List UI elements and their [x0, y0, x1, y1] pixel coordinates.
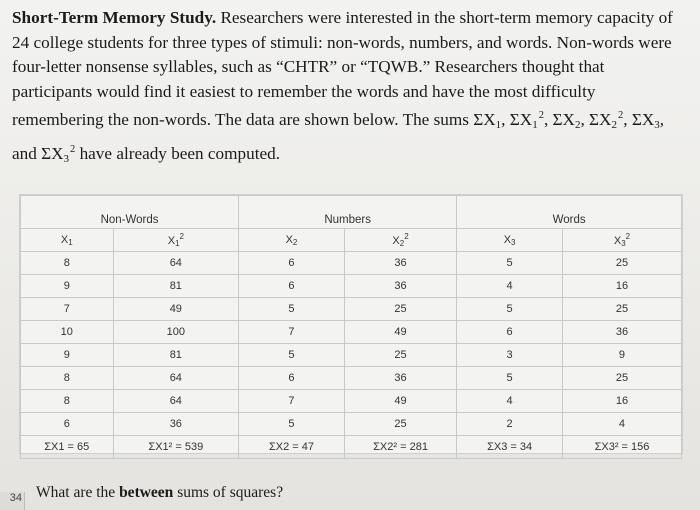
cell-x2-squared: 36	[344, 275, 456, 298]
cell-x3: 6	[457, 321, 563, 344]
table-row	[21, 413, 682, 436]
cell-x3-squared: 36	[562, 321, 681, 344]
col-header-x1-squared: $X1^2$	[113, 229, 239, 252]
cell-x2: 5	[239, 344, 345, 367]
question-text	[36, 484, 283, 502]
data-rows	[21, 252, 682, 436]
group-header-words: Words	[457, 196, 682, 229]
cell-x1: 8	[21, 367, 114, 390]
sum-notation: $\Sigma X_1$, $\Sigma X_1^2$, $\Sigma X_2$, $\Sigma X_2^2$, $\Sigma X_3$, and $\Sigma X_3^2$	[12, 110, 665, 165]
group-header-numbers: Numbers	[239, 196, 457, 229]
cell-x1-squared: 64	[113, 390, 239, 413]
cell-x3: 5	[457, 298, 563, 321]
cell-x3: 5	[457, 252, 563, 275]
cell-x2: 7	[239, 390, 345, 413]
page-number: 34	[0, 492, 25, 510]
cell-x3-squared: 16	[562, 390, 681, 413]
intro-body: Researchers were interested in the short-term memory capacity of 24 college students for three types of stimuli: non-words, numbers, and words. Non-words were four-letter nonsense syllables, such as “CHTR” or “TQWB.” Researchers thought that participants would find it easiest to remember the words and have the most difficulty remembering the non-words. The data are shown below. The sums	[12, 8, 673, 130]
cell-x1: 10	[21, 321, 114, 344]
cell-x3-squared: 9	[562, 344, 681, 367]
sums-row	[21, 436, 682, 459]
cell-x3-squared: 16	[562, 275, 681, 298]
question-suffix: sums of squares?	[173, 484, 284, 501]
cell-x3: 4	[457, 275, 563, 298]
cell-x2-squared: 25	[344, 413, 456, 436]
cell-x2: 6	[239, 367, 345, 390]
cell-x3-squared: 25	[562, 367, 681, 390]
cell-x2-squared: 25	[344, 298, 456, 321]
table-row	[21, 298, 682, 321]
cell-x2: 7	[239, 321, 345, 344]
cell-x1-squared: 100	[113, 321, 239, 344]
column-header-row	[21, 229, 682, 252]
cell-x2-squared: 49	[344, 321, 456, 344]
cell-x1-squared: 64	[113, 367, 239, 390]
table-row	[21, 275, 682, 298]
cell-x1: 9	[21, 344, 114, 367]
data-table	[20, 195, 682, 459]
col-header-x3: X3	[457, 229, 563, 252]
col-header-x2-squared: $X2^2$	[344, 229, 456, 252]
sum-x3-squared: ΣX3² = 156	[562, 436, 681, 459]
sum-x2: ΣX2 = 47	[239, 436, 345, 459]
sum-x2-squared: ΣX2² = 281	[344, 436, 456, 459]
table-row	[21, 344, 682, 367]
intro-paragraph	[12, 6, 682, 172]
intro-tail: have already been computed.	[75, 143, 281, 163]
col-header-x1: X1	[21, 229, 114, 252]
cell-x3-squared: 25	[562, 298, 681, 321]
group-header-nonwords: Non-Words	[21, 196, 239, 229]
table-row	[21, 252, 682, 275]
cell-x2: 6	[239, 275, 345, 298]
cell-x1-squared: 81	[113, 275, 239, 298]
cell-x1: 9	[21, 275, 114, 298]
data-table-container	[20, 195, 682, 453]
table-row	[21, 321, 682, 344]
cell-x1: 8	[21, 252, 114, 275]
cell-x3: 5	[457, 367, 563, 390]
cell-x1-squared: 36	[113, 413, 239, 436]
question-bold: between	[119, 484, 174, 501]
cell-x2-squared: 25	[344, 344, 456, 367]
group-header-row	[21, 196, 682, 229]
col-header-x2: X2	[239, 229, 345, 252]
sum-x1: ΣX1 = 65	[21, 436, 114, 459]
cell-x1-squared: 64	[113, 252, 239, 275]
cell-x2: 6	[239, 252, 345, 275]
table-row	[21, 390, 682, 413]
cell-x3: 4	[457, 390, 563, 413]
question-prefix: What are the	[36, 484, 120, 501]
cell-x2-squared: 49	[344, 390, 456, 413]
cell-x2-squared: 36	[344, 367, 456, 390]
cell-x2-squared: 36	[344, 252, 456, 275]
cell-x1: 6	[21, 413, 114, 436]
cell-x2: 5	[239, 298, 345, 321]
table-row	[21, 367, 682, 390]
cell-x1-squared: 81	[113, 344, 239, 367]
cell-x1: 7	[21, 298, 114, 321]
intro-title: Short-Term Memory Study.	[12, 8, 217, 27]
cell-x2: 5	[239, 413, 345, 436]
cell-x3: 2	[457, 413, 563, 436]
sum-x3: ΣX3 = 34	[457, 436, 563, 459]
sum-x1-squared: ΣX1² = 539	[113, 436, 239, 459]
cell-x1: 8	[21, 390, 114, 413]
cell-x3: 3	[457, 344, 563, 367]
col-header-x3-squared: $X3^2$	[562, 229, 681, 252]
cell-x3-squared: 4	[562, 413, 681, 436]
cell-x1-squared: 49	[113, 298, 239, 321]
cell-x3-squared: 25	[562, 252, 681, 275]
